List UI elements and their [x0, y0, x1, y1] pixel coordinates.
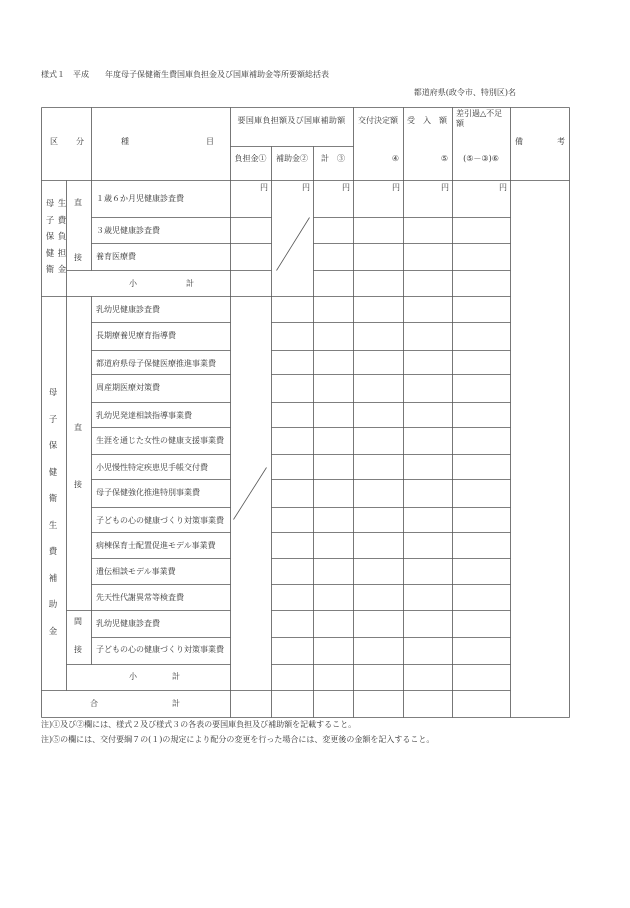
unit-kofu: 円	[392, 183, 400, 192]
section1-label-left: 母子保健衛	[45, 199, 55, 275]
section2-direct-item: 周産期医療対策費	[96, 383, 160, 392]
section2-direct-1: 直	[74, 423, 82, 432]
header-kubun-1: 区	[50, 137, 58, 146]
section1-item: １歳６か月児健康診査費	[96, 194, 184, 203]
header-shumoku-2: 目	[206, 137, 214, 146]
section2-indirect-item: 子どもの心の健康づくり対策事業費	[96, 645, 224, 654]
section2-direct-2: 接	[74, 480, 82, 489]
section2-direct-item: 小児慢性特定疾患児手帳交付費	[96, 463, 208, 472]
section1-label-right: 生費負担金	[57, 199, 67, 275]
section2-indirect-2: 接	[74, 645, 82, 654]
unit-hojokin: 円	[302, 183, 310, 192]
section1-item: ３歳児健康診査費	[96, 226, 160, 235]
header-futankin: 負担金①	[234, 154, 267, 163]
section1-direct-2: 接	[74, 253, 82, 262]
unit-sashihiki: 円	[499, 183, 507, 192]
section2-direct-item: 乳幼児健康診査費	[96, 305, 160, 314]
section1-subtotal-1: 小	[129, 279, 137, 288]
header-kofu: 交付決定額	[358, 116, 398, 125]
header-ukeire: 受 入 額	[407, 116, 447, 125]
section1-subtotal-2: 計	[186, 279, 194, 288]
header-shumoku-1: 種	[121, 137, 129, 146]
header-sashihiki-no: (⑤－③)⑥	[463, 154, 499, 163]
section1-direct-1: 直	[74, 198, 82, 207]
section2-direct-item: 先天性代謝異常等検査費	[96, 593, 184, 602]
section2-direct-item: 子どもの心の健康づくり対策事業費	[96, 516, 224, 525]
header-ukeire-no: ⑤	[440, 154, 448, 163]
section2-indirect-1: 間	[74, 617, 82, 626]
section2-indirect-item: 乳幼児健康診査費	[96, 619, 160, 628]
unit-kei: 円	[342, 183, 350, 192]
section2-direct-item: 母子保健強化推進特別事業費	[96, 488, 200, 497]
section2-direct-item: 乳幼児発達相談指導事業費	[96, 411, 192, 420]
header-biko-1: 備	[515, 137, 523, 146]
header-required-group: 要国庫負担額及び国庫補助額	[237, 116, 346, 125]
unit-ukeire: 円	[441, 183, 449, 192]
diagonal-line	[234, 468, 267, 520]
section2-direct-item: 長期療養児療育指導費	[96, 331, 176, 340]
submitter-label: 都道府県(政令市、特別区)名	[413, 88, 516, 97]
header-hojokin: 補助金②	[276, 154, 308, 163]
section2-subtotal-1: 小	[129, 672, 137, 681]
unit-futankin: 円	[260, 183, 268, 192]
section2-direct-item: 生涯を通じた女性の健康支援事業費	[96, 436, 224, 445]
header-kofu-no: ④	[391, 154, 399, 163]
header-biko-2: 考	[557, 137, 565, 146]
total-1: 合	[90, 699, 98, 708]
header-kubun-2: 分	[76, 137, 84, 146]
section2-subtotal-2: 計	[172, 672, 180, 681]
section2-label: 母子保健衛生費補助金	[48, 388, 58, 637]
section2-direct-item: 都道府県母子保健医療推進事業費	[96, 359, 216, 368]
section2-direct-item: 病棟保育士配置促進モデル事業費	[96, 541, 216, 550]
form-title: 様式１ 平成 年度母子保健衛生費国庫負担金及び国庫補助金等所要額総括表	[41, 70, 329, 79]
total-2: 計	[172, 699, 180, 708]
section2-direct-item: 遺伝相談モデル事業費	[96, 567, 176, 576]
header-sashihiki: 差引過△不足額	[456, 109, 503, 128]
note-1: 注)①及び②欄には、様式２及び様式３の各表の要国庫負担及び補助額を記載すること。	[41, 720, 357, 729]
note-2: 注)⑤の欄には、交付要綱７の(１)の規定により配分の変更を行った場合には、変更後の金額を記入すること。	[41, 735, 435, 744]
diagonal-line	[277, 218, 310, 271]
section1-item: 養育医療費	[96, 252, 136, 261]
header-kei: 計 ③	[321, 154, 345, 163]
